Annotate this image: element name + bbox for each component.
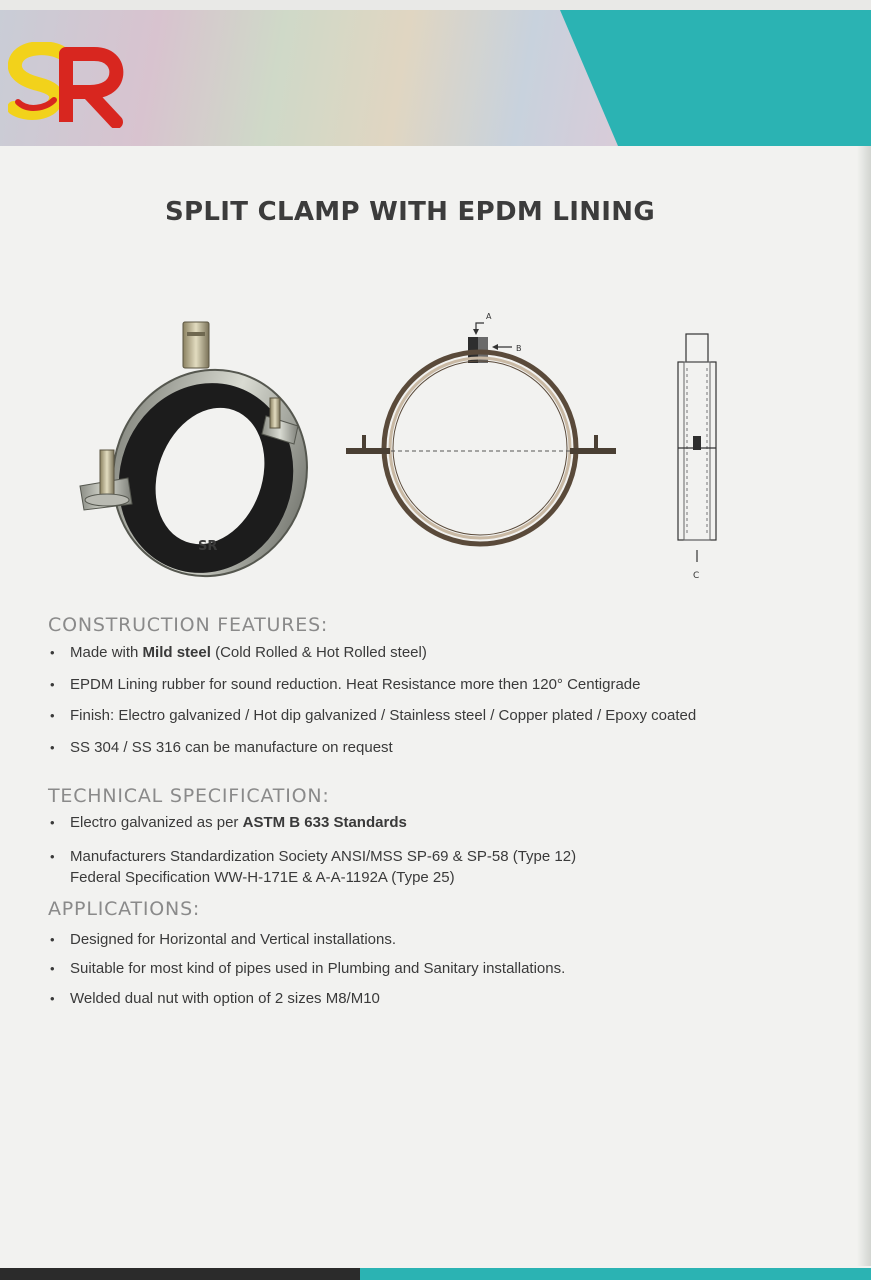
label-a: A [486,312,492,321]
clamp-product-image [70,318,310,580]
list-item: • Manufacturers Standardization Society ANSI/MSS SP-69 & SP-58 (Type 12) Federal Specification WW-H-171E & A-A-1192A (Type 25) [48,846,576,888]
technical-specification-heading: TECHNICAL SPECIFICATION: [48,785,330,807]
product-title: SPLIT CLAMP WITH EPDM LINING [165,197,655,227]
construction-features-list [48,644,696,757]
list-item: • Designed for Horizontal and Vertical installations. [48,931,565,949]
list-item: • Made with Mild steel (Cold Rolled & Hot Rolled steel) [48,644,696,662]
list-item: • SS 304 / SS 316 can be manufacture on request [48,739,696,757]
list-item: • EPDM Lining rubber for sound reduction. Heat Resistance more then 120° Centigrade [48,676,696,694]
applications-heading: APPLICATIONS: [48,898,201,920]
construction-features-heading: CONSTRUCTION FEATURES: [48,614,329,636]
list-item: • Suitable for most kind of pipes used in Plumbing and Sanitary installations. [48,960,565,978]
list-item: • Finish: Electro galvanized / Hot dip galvanized / Stainless steel / Copper plated / Epoxy coated [48,707,696,725]
construction-features-section [48,614,696,757]
sr-logo [8,42,124,128]
header-banner [0,10,871,146]
page-edge-shadow [857,146,871,1266]
side-view-drawing [662,328,732,583]
applications-list [48,931,565,1008]
label-b: B [516,344,522,353]
technical-specification-list [48,814,576,888]
applications-section [48,898,565,1008]
embossed-logo-mark: SR [198,539,218,554]
list-item: • Welded dual nut with option of 2 sizes M8/M10 [48,990,565,1008]
top-edge [0,0,871,10]
footer-dark-bar [0,1268,360,1280]
technical-specification-section [48,785,576,888]
front-view-drawing [340,305,625,550]
list-item: • Electro galvanized as per ASTM B 633 Standards [48,814,576,832]
footer-teal-bar [360,1268,871,1280]
label-c: C [693,571,700,581]
